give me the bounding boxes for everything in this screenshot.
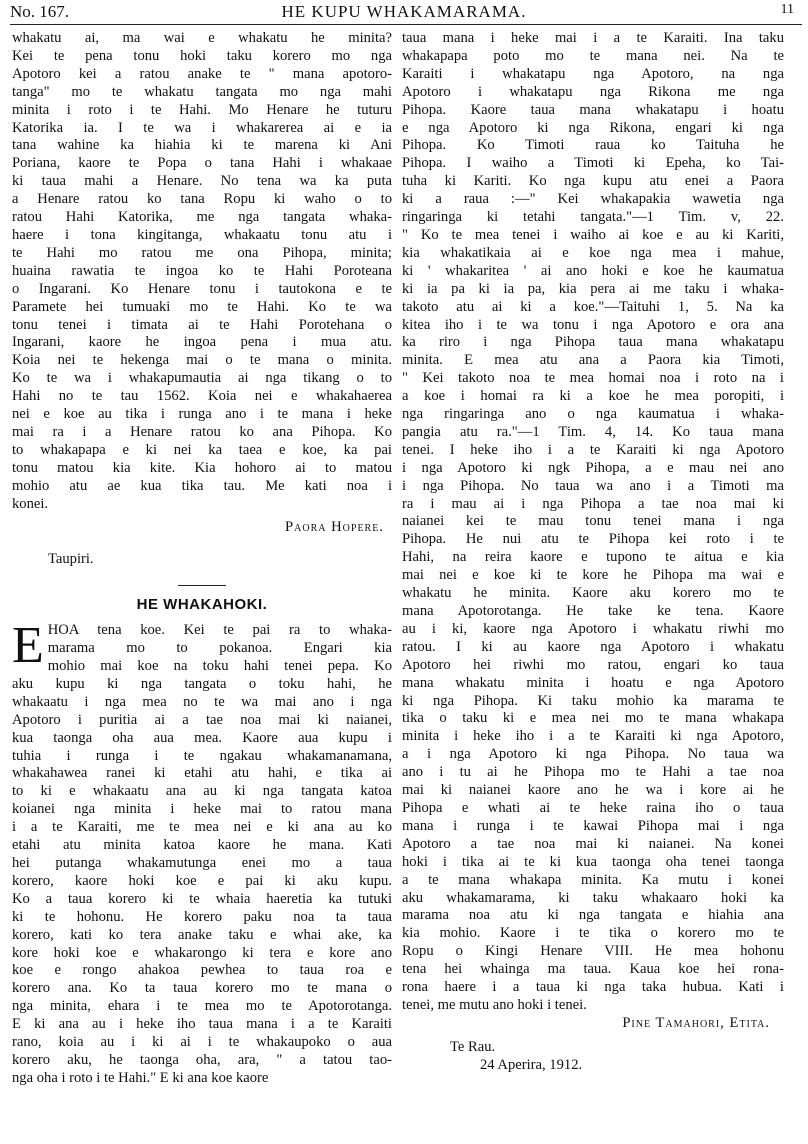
text-line: Poriana, kaore te Popa o tana Hahi i whakaae <box>12 155 392 172</box>
text-line: tonu matou kia kite. Kia hohoro ai to matou <box>12 459 392 476</box>
letter-paora-hopere <box>12 30 392 513</box>
text-line: to whakapapa e ki nei ka taea e koe, ka pai <box>12 441 392 458</box>
text-line: mai nei e koe ki te kore he Pihopa ma wai e <box>402 567 784 584</box>
text-line: rano, koia au i ki ai i te whakaupoko o aua <box>12 1034 392 1051</box>
text-line: ka riro i nga Pihopa taua mana whakatapu <box>402 334 784 351</box>
text-line: ringaringa ki tetahi tangata."—1 Tim. v, 22. <box>402 209 784 226</box>
text-line: Pihopa. I waiho a Timoti ki Epeha, ko Tai- <box>402 155 784 172</box>
page-header <box>10 2 798 24</box>
text-line: ki ia pa ki ia pa, kia pera ai me taku i whaka- <box>402 280 784 297</box>
text-line: i nga Apotoro ki ngk Pihopa, a e mau nei ano <box>402 459 784 476</box>
text-line: aku kupu ki nga tangata o toku hahi, he <box>12 675 392 692</box>
text-line: rona haere i a taua ki nga taka hubua. Kati i <box>402 979 784 996</box>
text-line: naianei kei te mau tonu tenei mana i nga <box>402 513 784 530</box>
text-line: au i ki, kaore nga Apotoro i whakatu riwhi mo <box>402 620 784 637</box>
text-line: Paramete hei tumuaki mo te Hahi. Ko te wa <box>12 298 392 315</box>
text-line: a Henare ratou ko tana Ropu ki waho o to <box>12 191 392 208</box>
text-line: haere i tona kingitanga, whakaatu tonu atu i <box>12 226 392 243</box>
text-line: tuhia i runga i te ngakau whakamanamana, <box>12 747 392 764</box>
text-line: marama noa atu ki nga tangata e hiahia ana <box>402 907 784 924</box>
text-line: Katorika ia. I te wa i whakarerea ai e ia <box>12 119 392 136</box>
text-line: Apotoro a tae noa mai ki naianei. Na konei <box>402 835 784 852</box>
text-line: pangia atu ra."—1 Tim. 4, 14. Ko taua mana <box>402 423 784 440</box>
text-line: e nga Apotoro ki nga Rikona, engari ki nga <box>402 119 784 136</box>
text-line: minita i roto i te Hahi. Mo Henare he tuturu <box>12 101 392 118</box>
text-line: " Kei takoto noa te mea homai noa i roto na i <box>402 370 784 387</box>
place-taupiri: Taupiri. <box>48 551 94 568</box>
text-line: tanga" mo te whakatu tangata mo nga mahi <box>12 83 392 100</box>
letter-date: 24 Aperira, 1912. <box>480 1056 583 1073</box>
text-line: tenei, me mutu ano hoki i tenei. <box>402 996 587 1013</box>
signature-paora-hopere: Paora Hopere. <box>285 519 384 536</box>
text-line: whakatu ai, ma wai e whakatu he minita? <box>12 30 392 46</box>
issue-number: No. 167. <box>10 2 70 21</box>
text-line: whakahawea ranei ki etahi atu hahi, e tika ai <box>12 765 392 782</box>
text-line: a te mana whakapa minita. Ka mutu i konei <box>402 871 784 888</box>
text-line: Apotoro i puritia ai a tae noa mai ki naianei, <box>12 711 392 728</box>
text-line: tenei. I heke iho i a te Karaiti ki nga Apotoro <box>402 441 784 458</box>
text-line: Hahi no te tau 1562. Koia nei e whakahaerea <box>12 388 392 405</box>
text-line: to ki e whakaatu ana au ki nga tangata katoa <box>12 783 392 800</box>
text-line: mana whakatu minita i hoatu e nga Apotoro <box>402 674 784 691</box>
text-line: tana wahine ka hiahia ki te marena ki Ani <box>12 137 392 154</box>
text-line: koianei nga minita i heke mai to ratou mana <box>12 801 392 818</box>
text-line: takoto atu ai ki a koe."—Taituhi 1, 5. Na ka <box>402 298 784 315</box>
text-line: aku whakamarama, ki taku whakaaro hoki ka <box>402 889 784 906</box>
reply-heading: HE WHAKAHOKI. <box>136 596 268 614</box>
text-line: mana Apotorotanga. He take ke tena. Kaore <box>402 603 784 619</box>
text-line: Apotoro kei a ratou anake te " mana apotoro- <box>12 65 392 82</box>
text-line: Ko a taua korero ki te whaia haeretia ka tutuki <box>12 890 392 907</box>
text-line: Kei te pena tonu hoki taku korero mo nga <box>12 47 392 64</box>
text-line: mai ra i a Henare ratou ko ana Pihopa. Ko <box>12 423 392 440</box>
text-line: Apotoro hei riwhi mo ratou, engari ko taua <box>402 656 784 673</box>
text-line: whakaatu i nga mea no te wa mai ano i nga <box>12 693 392 710</box>
text-line: Ropu o Kingi Henare VIII. He mea hohonu <box>402 943 784 960</box>
right-column <box>402 30 784 1075</box>
text-line: HOA tena koe. Kei te pai ra to whaka- <box>47 622 392 639</box>
text-line: koe e rongo ahakoa pewhea to taua roa e <box>12 962 392 979</box>
text-line: huaina rawatia te ingoa ko te Hahi Poroteana <box>12 262 392 279</box>
text-line: minita i heke iho i a te Karaiti ki nga Apotoro, <box>402 728 784 745</box>
section-divider <box>178 585 226 586</box>
header-rule <box>10 24 802 25</box>
text-line: ratou Hahi Katorika, me nga tangata whaka- <box>12 209 392 226</box>
text-line: tika o taku ki e mea nei mo te mana whakapa <box>402 710 784 727</box>
text-line: ki a raua :—" Kei whakapakia wawetia nga <box>402 191 784 208</box>
text-line: o Ingarani. Ko Henare tonu i tautokona e te <box>12 280 392 297</box>
text-line: a koe i homai ra ki a koe he mea poropiti, i <box>402 388 784 405</box>
text-line: mohio mai koe na toku hahi tenei pepa. Ko <box>47 658 392 674</box>
text-line: Hahi, na reira kaore e tupono te aitua e kia <box>402 549 784 566</box>
text-line: ki nga Pihopa. Ki taku mohio ka marama te <box>402 692 784 709</box>
text-line: tuha ki Kariti. Ko nga kupu atu enei a Paora <box>402 173 784 190</box>
text-line: etahi atu minita katoa kaore he mana. Kati <box>12 837 392 854</box>
text-line: ki te hohonu. He korero paku noa ta taua <box>12 908 392 925</box>
text-line: korero aku, he taonga oha, ara, " a tatou tao- <box>12 1051 392 1068</box>
text-line: Karaiti i whakatapu nga Apotoro, na nga <box>402 65 784 82</box>
reply-continued <box>402 30 784 1015</box>
text-line: ki taua mahi a Henare. No tena wa ka puta <box>12 173 392 190</box>
signature-editor: Pine Tamahori, Etita. <box>622 1014 770 1031</box>
text-line: kitea iho i te wa tonu i nga Apotoro e ora ana <box>402 316 784 333</box>
publication-title: HE KUPU WHAKAMARAMA. <box>281 2 527 21</box>
text-line: mohio atu ae kua tika tau. Me kati noa i <box>12 477 392 494</box>
text-line: kia mohio. Kaore i te tika o korero mo te <box>402 925 784 942</box>
text-line: marama mo to pokanoa. Engari kia <box>47 640 392 657</box>
text-line: Pihopa. Ko Timoti raua ko Taituha he <box>402 137 784 154</box>
text-line: nga minita, ehara i te mea mo te Apotorotanga. <box>12 998 392 1015</box>
text-line: nga oha i roto i te Hahi." E ki ana koe kaore <box>12 1069 269 1086</box>
text-line: kia whakatikaia ai e koe nga mea i mahue, <box>402 244 784 261</box>
text-line: Ko te wa i whakapumautia ai nga tikang o to <box>12 370 392 387</box>
reply-body <box>12 617 392 1088</box>
text-line: mai ki naianei kaore ano he wa i kore ai he <box>402 782 784 799</box>
text-line: kore hoki koe e whakarongo ki tera e kore ano <box>12 944 392 961</box>
text-line: nga ringaringa ano o nga kaumatua i whaka- <box>402 406 784 423</box>
text-line: " Ko te mea tenei i waiho ai koe e au ki Kariti, <box>402 226 784 243</box>
text-line: tonu tenei i timata ai te Hahi Porotehana o <box>12 316 392 333</box>
text-line: ki ' whakaritea ' ai ano hoki e koe he kaumatua <box>402 262 784 279</box>
text-line: Pihopa e whati ai te heke raina iho o taua <box>402 799 784 816</box>
text-line: te Hahi mo ratou me ona Pihopa, minita; <box>12 244 392 261</box>
text-line: a i nga Apotoro ki nga Pihopa. No taua wa <box>402 746 784 763</box>
text-line: korero, kati ko tera anake taku e whai ake, ka <box>12 926 392 943</box>
text-line: hei putanga whakamutunga enei mo a taua <box>12 854 392 871</box>
text-line: Pihopa. Kaore taua mana whakatapu i hoatu <box>402 101 784 118</box>
text-line: E ki ana au i heke iho taua mana i a te Karaiti <box>12 1016 392 1033</box>
text-line: i a te Karaiti, me te mea nei e ki ana au ko <box>12 819 392 836</box>
text-line: tena hei whainga ma taua. Kaua koe hei rona- <box>402 961 784 978</box>
text-line: whakapapa poto mo te mana nei. Na te <box>402 47 784 64</box>
text-line: minita. E mea atu ana a Paora kia Timoti, <box>402 352 784 369</box>
text-line: konei. <box>12 495 49 512</box>
text-line: Pihopa. He nui atu te Pihopa kei roto i te <box>402 531 784 548</box>
text-line: i nga Pihopa. No taua wa ano i a Timoti ma <box>402 477 784 494</box>
text-line: Ingarani, kaore he ingoa pena i mua atu. <box>12 334 392 351</box>
text-line: hoki i tika ai te ki kua taonga oha tenei taonga <box>402 853 784 870</box>
text-line: korero, kaore hoki koe e pai ki aku kupu. <box>12 872 392 889</box>
text-line: kua taonga oha aua mea. Kaore aua kupu i <box>12 729 392 746</box>
text-line: ano i tu ai he Pihopa mo te Hahi a tae noa <box>402 764 784 781</box>
text-line: mana i runga i te kawai Pihopa mai i nga <box>402 817 784 834</box>
place-te-rau: Te Rau. <box>450 1038 496 1055</box>
text-line: taua mana i heke mai i a te Karaiti. Ina taku <box>402 30 784 46</box>
text-line: nei e koe au tika i runga ano i te mana i heke <box>12 406 392 423</box>
drop-cap: E <box>12 617 44 675</box>
text-line: Apotoro i whakatapu nga Rikona me nga <box>402 83 784 100</box>
left-column <box>12 30 392 1088</box>
text-line: korero ana. Ko ta taua korero mo te mana o <box>12 980 392 997</box>
page-number: 11 <box>780 2 794 17</box>
text-line: whakatu he minita. Kaore aku korero mo te <box>402 585 784 602</box>
text-line: ratou. I ki au kaore nga Apotoro i whakatu <box>402 638 784 655</box>
text-line: ra i mau ai i nga Pihopa a tae noa mai ki <box>402 495 784 512</box>
text-line: Koia nei te hekenga mai o te mana o minita. <box>12 352 392 369</box>
